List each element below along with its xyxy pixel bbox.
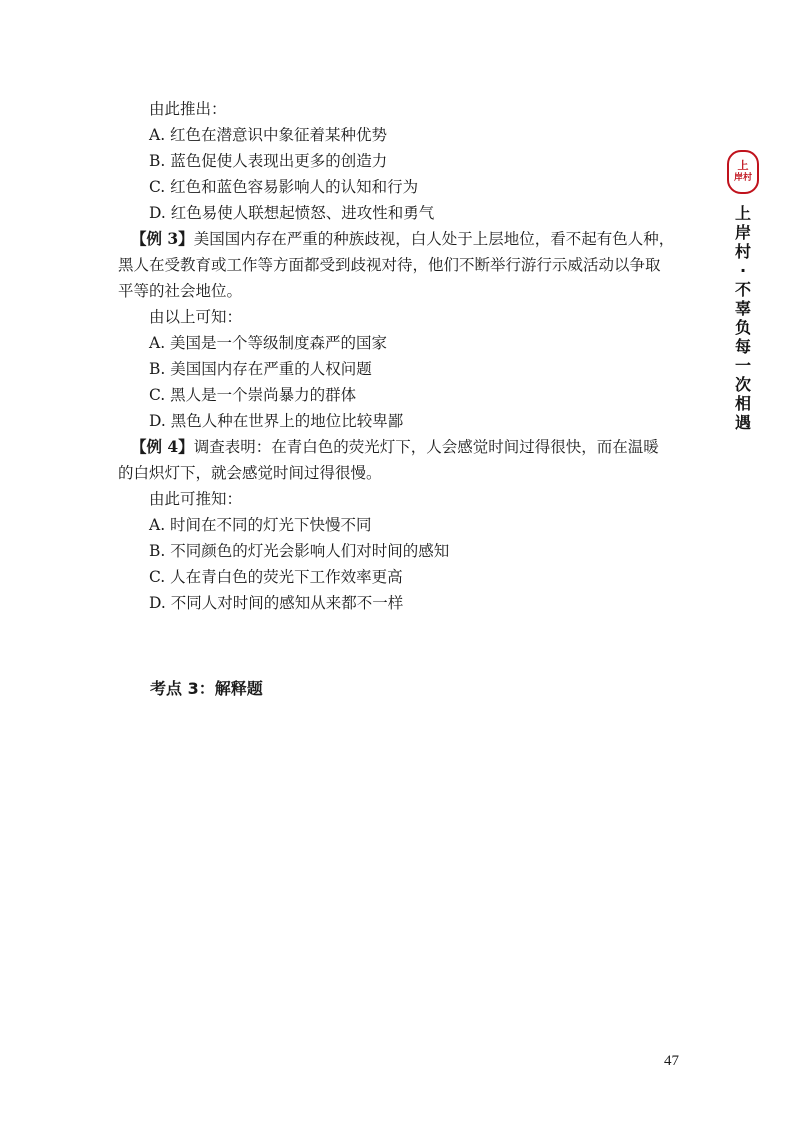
q4-stem-line1	[118, 434, 688, 460]
q3-text-line1: 美国国内存在严重的种族歧视，白人处于上层地位，看不起有色人种，	[193, 230, 675, 248]
brand-char: ·	[739, 261, 747, 280]
q4-option-d: D. 不同人对时间的感知从来都不一样	[149, 594, 404, 612]
q2-lead: 由此推出：	[149, 100, 227, 118]
brand-seal-top: 上	[737, 159, 749, 172]
brand-char: 不	[734, 280, 751, 299]
q3-tag: 【例 3】	[131, 229, 194, 248]
brand-char: 每	[734, 337, 751, 356]
brand-char: 上	[734, 204, 751, 223]
page-body	[118, 96, 688, 616]
q2-option-d: D. 红色易使人联想起愤怒、进攻性和勇气	[149, 204, 435, 222]
brand-strip	[726, 150, 760, 432]
brand-char: 次	[734, 375, 751, 394]
q3-option-c: C. 黑人是一个崇尚暴力的群体	[149, 386, 357, 404]
brand-char: 相	[734, 394, 751, 413]
q3-option-d: D. 黑色人种在世界上的地位比较卑鄙	[149, 412, 404, 430]
brand-char: 辜	[734, 299, 751, 318]
q2-option-a: A. 红色在潜意识中象征着某种优势	[149, 126, 388, 144]
q4-tag: 【例 4】	[131, 437, 194, 456]
page-number: 47	[664, 1053, 679, 1069]
q4-option-c: C. 人在青白色的荧光下工作效率更高	[149, 568, 403, 586]
q3-text-line3: 平等的社会地位。	[118, 282, 243, 300]
brand-char: 一	[734, 356, 751, 375]
q4-text-line1: 调查表明：在青白色的荧光灯下，人会感觉时间过得很快，而在温暖	[193, 438, 659, 456]
q3-option-a: A. 美国是一个等级制度森严的国家	[149, 334, 388, 352]
brand-slogan-vertical	[735, 204, 751, 432]
q4-lead: 由此可推知：	[149, 490, 243, 508]
brand-char: 岸	[734, 223, 751, 242]
q2-option-b: B. 蓝色促使人表现出更多的创造力	[149, 152, 388, 170]
q4-option-a: A. 时间在不同的灯光下快慢不同	[149, 516, 372, 534]
q4-text-line2: 的白炽灯下，就会感觉时间过得很慢。	[118, 464, 382, 482]
q3-lead: 由以上可知：	[149, 308, 243, 326]
q3-stem-line1	[118, 226, 688, 252]
section-heading: 考点 3：解释题	[150, 679, 263, 698]
brand-seal-bottom: 岸村	[733, 173, 752, 183]
q4-option-b: B. 不同颜色的灯光会影响人们对时间的感知	[149, 542, 450, 560]
q3-option-b: B. 美国国内存在严重的人权问题	[149, 360, 372, 378]
q3-text-line2: 黑人在受教育或工作等方面都受到歧视对待，他们不断举行游行示威活动以争取	[118, 256, 661, 274]
brand-seal-logo	[727, 150, 759, 194]
brand-char: 遇	[734, 413, 751, 432]
brand-char: 负	[734, 318, 751, 337]
brand-char: 村	[734, 242, 751, 261]
q2-option-c: C. 红色和蓝色容易影响人的认知和行为	[149, 178, 419, 196]
